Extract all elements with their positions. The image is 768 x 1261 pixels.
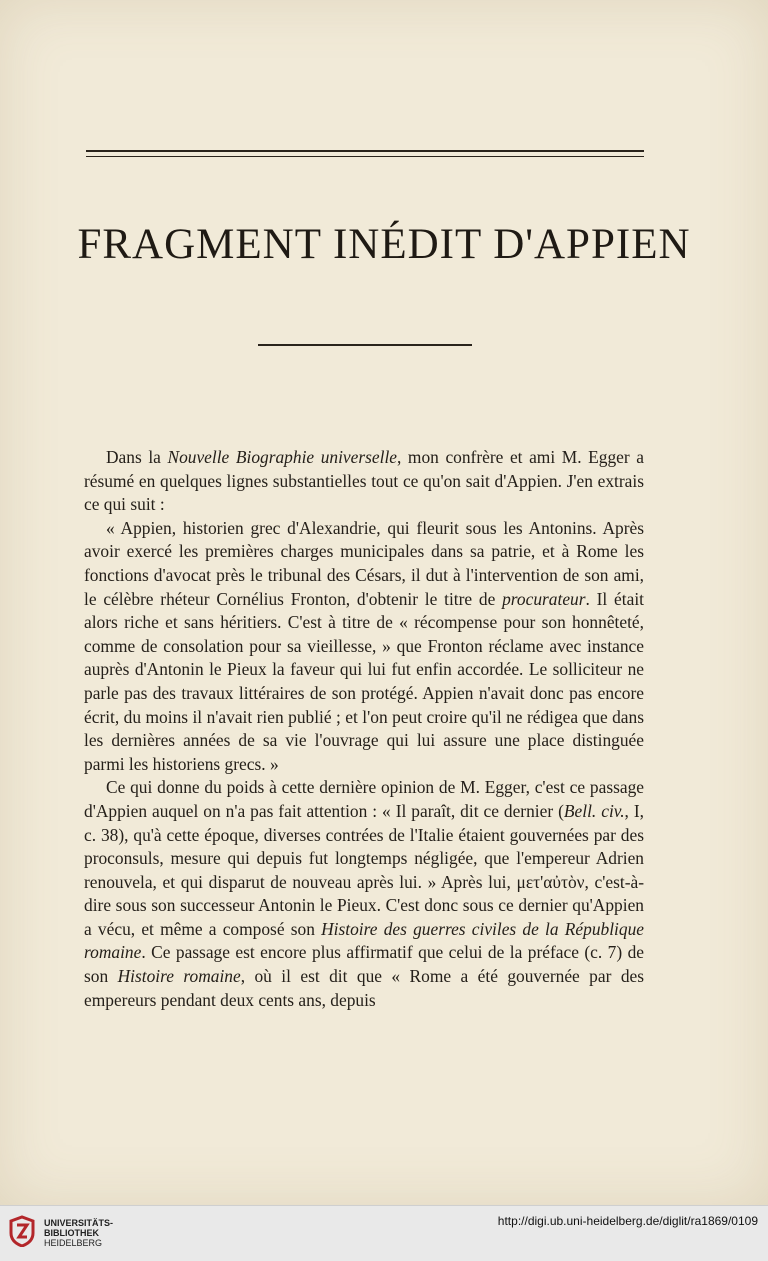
footer-bar [0, 1205, 768, 1261]
paragraph-1 [84, 446, 644, 517]
university-logo-icon [8, 1215, 36, 1247]
italic-text: procurateur [502, 588, 586, 609]
text-run: « Appien, historien grec d'Alexandrie, qui fleurit sous les Antonins. Après avoir exercé les premières charges municipales dans sa patrie, et à Rome les fonctions d'avocat près le tribunal des Césars, il dut à l'intervention de son ami, le célèbre rhéteur Cornélius Fronton, d'obtenir le titre de [84, 517, 644, 609]
library-name [44, 1218, 113, 1248]
library-line-1: UNIVERSITÄTS- [44, 1218, 114, 1228]
text-run: . Il était alors riche et sans héritiers. C'est à titre de « récompense pour son honnêteté, comme de consolation pour sa vieillesse, » que Fronton réclame avec instance auprès d'Antonin le Pieux la faveur qui lui fut enfin accordée. Le solliciteur ne parle pas des travaux littéraires de son protégé. Appien n'avait donc pas encore écrit, du moins il n'avait rien publié ; et l'on peut croire qu'il ne rédigea que dans les dernières années de sa vie l'ouvrage qui lui assure une place distinguée parmi les historiens grecs. » [84, 588, 644, 774]
library-line-3: HEIDELBERG [44, 1238, 103, 1248]
italic-text: Histoire des guerres civiles de la République romaine [84, 918, 644, 963]
library-line-2: BIBLIOTHEK [44, 1228, 99, 1238]
text-run: . Ce passage est encore plus affirmatif que celui de la préface (c. 7) de son [84, 942, 644, 987]
body-text [84, 446, 644, 1012]
text-run: Ce qui donne du poids à cette dernière opinion de M. Egger, c'est ce passage d'Appien auquel on n'a pas fait attention : « Il paraît, dit ce dernier ( [84, 777, 644, 821]
source-url-link[interactable]: http://digi.ub.uni-heidelberg.de/diglit/ra1869/0109 [497, 1214, 758, 1228]
italic-text: Nouvelle Biographie universelle [167, 447, 397, 467]
page-title: FRAGMENT INÉDIT D'APPIEN [77, 221, 691, 268]
italic-text: Histoire romaine [117, 966, 241, 987]
text-run: , I, c. 38), qu'à cette époque, diverses contrées de l'Italie étaient gouvernées par des proconsuls, mesure qui depuis fut longtemps négligée, que l'empereur Adrien renouvela, et qui disparut de nouveau après lui. » Après lui, μετ'αὐτὸν, c'est-à-dire sous son successeur Antonin le Pieux. C'est donc sous ce dernier qu'Appien a vécu, et même a composé son [84, 800, 644, 939]
paragraph-3 [84, 776, 644, 1012]
paragraph-2 [84, 517, 644, 777]
text-run: , mon confrère et ami M. Egger a résumé en quelques lignes substantielles tout ce qu'on sait d'Appien. J'en extrais ce qui suit : [84, 447, 644, 515]
italic-text: Bell. civ. [563, 800, 625, 821]
title-rule [258, 344, 472, 346]
top-rule [86, 150, 644, 157]
text-run: Dans la [106, 447, 168, 467]
text-run: , où il est dit que « Rome a été gouvernée par des empereurs pendant deux cents ans, depuis [84, 966, 644, 1010]
